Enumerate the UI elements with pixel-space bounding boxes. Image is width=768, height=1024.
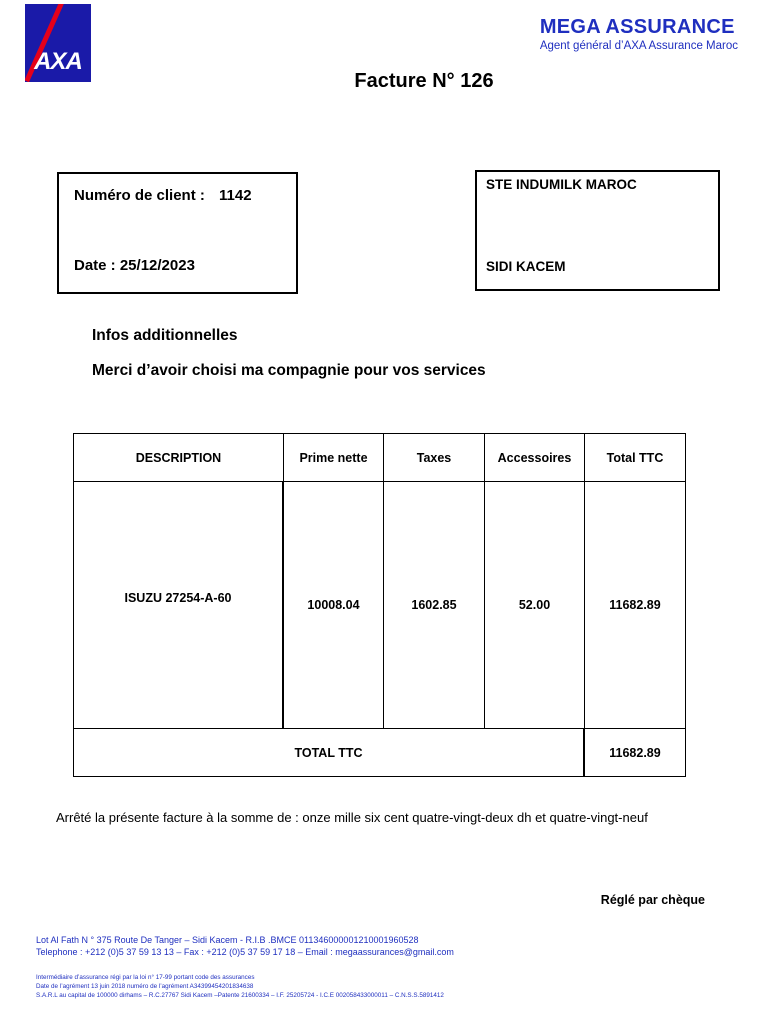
recipient-box [475,170,720,291]
footer-contact: Telephone : +212 (0)5 37 59 13 13 – Fax : +212 (0)5 37 59 17 18 – Email : megaassurances@gmail.com [36,947,454,957]
row-accessoires: 52.00 [484,481,585,729]
footer-legal-3: S.A.R.L au capital de 100000 dirhams – R.C.27767 Sidi Kacem –Patente 21600334 – I.F. 25205724 - I.C.E 002058433000011 – C.N.S.S.5891412 [36,992,444,999]
invoice-title: Facture N° 126 [354,70,494,92]
total-label: TOTAL TTC [73,728,585,777]
amount-in-words: Arrêté la présente facture à la somme de : onze mille six cent quatre-vingt-deux dh et quatre-vingt-neuf [56,810,648,825]
row-description: ISUZU 27254-A-60 [73,481,284,729]
footer-address: Lot Al Fath N ° 375 Route De Tanger – Sidi Kacem - R.I.B .BMCE 011346000001210001960528 [36,935,419,945]
info-thanks: Merci d’avoir choisi ma compagnie pour vos services [92,362,486,379]
invoice-table [73,433,686,777]
footer-legal-2: Date de l’agrément 13 juin 2018 numéro de l’agrément A34399454201834638 [36,983,254,990]
header-prime-nette: Prime nette [283,433,384,482]
payment-method: Réglé par chèque [600,893,705,907]
row-total: 11682.89 [584,481,686,729]
info-title: Infos additionnelles [92,327,238,344]
client-number-value: 1142 [219,187,252,204]
client-number [74,187,252,204]
client-info-box [57,172,298,294]
header-taxes: Taxes [383,433,485,482]
total-value: 11682.89 [584,728,686,777]
row-prime-nette: 10008.04 [283,481,384,729]
row-taxes: 1602.85 [383,481,485,729]
invoice-date: Date : 25/12/2023 [74,257,195,274]
recipient-city: SIDI KACEM [486,259,566,274]
company-name: MEGA ASSURANCE [539,16,735,38]
company-subtitle: Agent général d’AXA Assurance Maroc [539,40,738,52]
header-accessoires: Accessoires [484,433,585,482]
company-header [540,16,738,52]
footer-legal-1: Intermédiaire d’assurance régi par la loi n° 17-99 portant code des assurances [36,974,255,981]
recipient-name: STE INDUMILK MAROC [486,177,637,192]
header-total-ttc: Total TTC [584,433,686,482]
client-number-label: Numéro de client : [74,187,205,204]
logo-text: AXA [34,48,82,75]
header-description: DESCRIPTION [73,433,284,482]
